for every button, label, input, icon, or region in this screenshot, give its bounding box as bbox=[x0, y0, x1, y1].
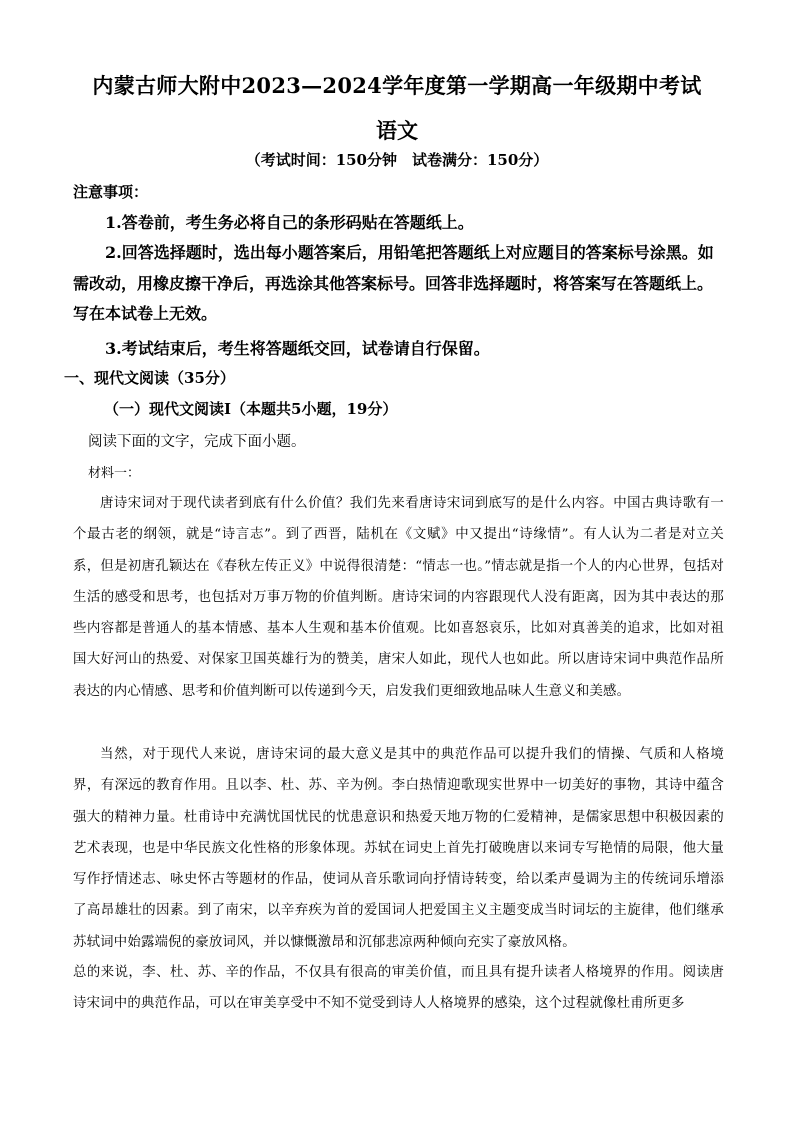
section-title: 一、现代文阅读（35分） bbox=[64, 369, 235, 387]
material-label: 材料一： bbox=[88, 466, 141, 481]
subject-title: 语文 bbox=[376, 118, 418, 143]
notice-item-1: 1.答卷前，考生务必将自己的条形码贴在答题纸上。 bbox=[105, 213, 474, 232]
subsection-title: （一）现代文阅读Ⅰ（本题共5小题，19分） bbox=[104, 400, 398, 418]
notice-heading: 注意事项： bbox=[73, 183, 149, 201]
passage-paragraph-1: 唐诗宋词对于现代读者到底有什么价值？我们先来看唐诗宋词到底写的是什么内容。中国古典诗歌有一个最古老的纲领，就是“诗言志”。到了西晋，陆机在《文赋》中又提出“诗缘情”。有人认为二者是对立关系，但是初唐孔颖达在《春秋左传正义》中说得很清楚：“情志一也。”情志就是指一个人的内心世界，包括对生活的感受和思考，也包括对万事万物的价值判断。唐诗宋词的内容跟现代人没有距离，因为其中表达的那些内容都是普通人的基本情感、基本人生观和基本价值观。比如喜怒哀乐，比如对真善美的追求，比如对祖国大好河山的热爱、对保家卫国英雄行为的赞美，唐宋人如此，现代人也如此。所以唐诗宋词中典范作品所表达的内心情感、思考和价值判断可以传递到今天，启发我们更细致地品味人生意义和美感。 bbox=[73, 496, 724, 699]
exam-meta: （考试时间：150分钟 试卷满分：150分） bbox=[245, 151, 549, 169]
notice-item-2: 2.回答选择题时，选出每小题答案后，用铅笔把答题纸上对应题目的答案标号涂黑。如需改动，用橡皮擦干净后，再选涂其他答案标号。回答非选择题时，将答案写在答题纸上。写在本试卷上无效。 bbox=[73, 243, 714, 323]
reading-instruction: 阅读下面的文字，完成下面小题。 bbox=[88, 434, 306, 450]
notice-item-3: 3.考试结束后，考生将答题纸交回，试卷请自行保留。 bbox=[105, 339, 490, 358]
exam-title: 内蒙古师大附中2023—2024学年度第一学期高一年级期中考试 bbox=[92, 73, 702, 98]
passage-paragraph-2: 当然，对于现代人来说，唐诗宋词的最大意义是其中的典范作品可以提升我们的情操、气质和人格境界，有深远的教育作用。且以李、杜、苏、辛为例。李白热情迎歌现实世界中一切美好的事物，其诗中蕴含强大的精神力量。杜甫诗中充满忧国忧民的忧患意识和热爱天地万物的仁爱精神，是儒家思想中积极因素的艺术表现，也是中华民族文化性格的形象体现。苏轼在词史上首先打破晚唐以来词专写艳情的局限，他大量写作抒情述志、咏史怀古等题材的作品，使词从音乐歌词向抒情诗转变，给以柔声曼调为主的传统词乐增添了高昂雄壮的因素。到了南宋，以辛弃疾为首的爱国词人把爱国主义主题变成当时词坛的主旋律，他们继承苏轼词中始露端倪的豪放词风，并以慷慨激昂和沉郁悲凉两种倾向充实了豪放风格。 bbox=[73, 747, 724, 950]
passage-paragraph-3: 总的来说，李、杜、苏、辛的作品，不仅具有很高的审美价值，而且具有提升读者人格境界的作用。阅读唐诗宋词中的典范作品，可以在审美享受中不知不觉受到诗人人格境界的感染，这个过程就像杜甫所更多 bbox=[73, 965, 724, 1012]
